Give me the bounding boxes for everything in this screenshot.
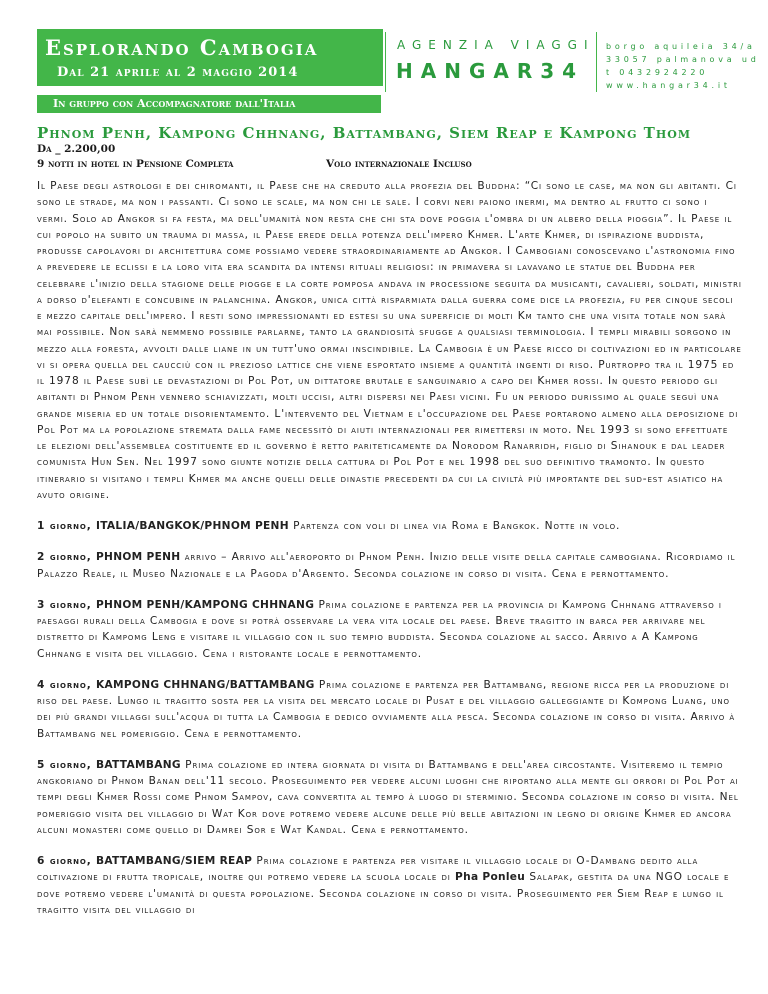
day-heading: PHNOM PENH <box>95 551 181 564</box>
day-heading: ITALIA/BANGKOK/PHNOM PENH <box>95 520 289 532</box>
day-text: arrivo – Arrivo all'aeroporto di Phnom Penh. Inizio delle visite della capitale cambogiana. Ricordiamo il Palazzo Reale, il Museo Nazionale e la Pagoda d'Argento. Seconda colazione in corso di visita. Cena e pernottamento. <box>37 551 736 580</box>
banner-dates: Dal 21 aprile al 2 maggio 2014 <box>57 65 299 80</box>
day-text: Prima colazione e partenza per Battambang, regione ricca per la produzione di riso del paese. Lungo il tragitto sosta per la visita del mercato locale di Pusat e del villaggio galleggiante di Kompong Luang, uno dei più grandi villaggi sull'acqua di tutta la Cambogia e dedico ovviamente alla pesca. Seconda colazione in corso di visita. Arrivo à Battambang nel pomeriggio. Cena e pernottamento. <box>37 678 736 740</box>
day-number: 5 giorno, <box>37 758 92 771</box>
school-name: Pha Ponleu <box>455 871 526 884</box>
itinerary-content <box>37 178 742 933</box>
day-text: Prima colazione ed intera giornata di visita di Battambang e dell'area circostante. Visiteremo il tempio angkoriano di Phnom Banan dell'11 secolo. Proseguimento per vedere alcuni luoghi che riportano alla mente gli orrori di Pol Pot ai tempi degli Khmer Rossi come Phnom Sampov, cava convertita al tempo à luogo di sterminio. Seconda colazione in corso di visita. Nel pomeriggio visita del villaggio di Wat Kor dove potremo vedere alcune delle più belle abitazioni in legno di origine Khmer ed ancora alcuni monasteri come quello di Damrei Sor e Wat Kandal. Cena e pernottamento. <box>37 758 739 836</box>
day-item <box>37 597 742 662</box>
website-link[interactable]: www.hangar34.it <box>606 81 731 90</box>
divider-line <box>385 32 386 92</box>
agency-label: AGENZIA VIAGGI <box>397 38 595 52</box>
route-title: Phnom Penh, Kampong Chhnang, Battambang, Siem Reap e Kampong Thom <box>37 124 691 142</box>
nights-info: 9 notti in hotel in Pensione Completa <box>37 158 234 170</box>
title-banner <box>37 29 383 86</box>
flight-info: Volo internazionale Incluso <box>326 158 472 170</box>
day-item <box>37 757 742 838</box>
day-item <box>37 677 742 742</box>
day-number: 2 giorno, <box>37 551 92 564</box>
day-item <box>37 549 742 582</box>
day-number: 3 giorno, <box>37 598 92 611</box>
day-number: 6 giorno, <box>37 855 92 867</box>
day-text: Prima colazione e partenza per visitare il villaggio locale di O-Dambang dedito alla coltivazione di frutta tropicale, inoltre qui potremo vedere la scuola locale di <box>37 855 699 884</box>
day-number: 1 giorno, <box>37 520 92 532</box>
intro-paragraph: Il Paese degli astrologi e dei chiromanti, il Paese che ha creduto alla profezia del Buddha: “Ci sono le case, ma non gli abitanti. Ci sono le strade, ma non i passanti. Ci sono le scale, ma non chi le sale. I corvi neri paiono inermi, ma dentro al frutto ci sono i vermi. Solo ad Angkor si fa festa, ma dell'umanità non resta che chi sta dove poggia l'ombra di un albero della pioggia”. Il Paese il cui popolo ha subito un trauma di massa, il Paese erede della potenza dell'impero Khmer. L'arte Khmer, di ispirazione buddista, produsse capolavori di architettura come possiamo vedere straordinariamente ad Angkor. I Cambogiani conoscevano l'astronomia fino a prevedere le eclissi e la loro vita era scandita da intensi rituali religiosi: in primavera si lavavano le statue del Buddha per celebrare l'inizio della stagione delle piogge e la corte pomposa andava in processione seguita da musicanti, cavalieri, soldati, ministri a dorso d'elefanti e concubine in palanchina. Angkor, unica città risparmiata dalla guerra come dice la profezia, fu per cinque secoli e mezzo capitale dell'impero. I resti sono impressionanti ed estesi su una superficie di molti Km tanto che una visita totale non sarà mai possibile. Non sarà nemmeno possibile parlarne, tanto la grandiosità sfugge a qualsiasi terminologia. I templi mirabili sorgono in mezzo alla foresta, avvolti dalle liane in un tutt'uno ormai inscindibile. La Cambogia è un Paese ricco di coltivazioni ed in particolare vi si opera quella del caucciù con il prezioso lattice che viene esportato insieme a quantità ingenti di riso. Purtroppo tra il 1975 ed il 1978 il Paese subì le devastazioni di Pol Pot, un dittatore brutale e sanguinario a capo dei Khmer rossi. In questo periodo gli abitanti di Phnom Penh vennero schiavizzati, molti uccisi, altri dispersi nei Paesi vicini. Fu un periodo durissimo al quale seguì una grande miseria ed un totale disorientamento. L'intervento del Vietnam e l'occupazione del Paese portarono almeno alla deposizione di Pol Pot ma la popolazione stremata dalla fame necessitò di aiuti internazionali per rimettersi in moto. Nel 1993 si sono effettuate le elezioni dell'assemblea costituente ed il governo è retto pariteticamente da Norodom Ranarridh, figlio di Sihanouk e dal leader comunista Hun Sen. Nel 1997 sono giunte notizie della cattura di Pol Pot e nel 1998 del suo definitivo tramonto. In questo itinerario si visitano i templi Khmer ma anche quelli delle dinastie precedenti da cui la civiltà più importante del sud-est asiatico ha avuto origine. <box>37 180 742 501</box>
price: Da _ 2.200,00 <box>37 143 116 155</box>
address-line: 33057 palmanova ud <box>606 55 760 64</box>
day-heading: PHNOM PENH/KAMPONG CHHNANG <box>95 598 315 611</box>
day-heading: BATTAMBANG/SIEM REAP <box>95 855 253 867</box>
day-text: Partenza con voli di linea via Roma e Bangkok. Notte in volo. <box>293 520 621 532</box>
day-number: 4 giorno, <box>37 678 92 691</box>
day-item <box>37 853 742 918</box>
divider-line <box>596 32 597 92</box>
address-line: borgo aquileia 34/a <box>606 42 756 51</box>
day-text: Salapak, gestita da una NGO locale e dove potremo vedere l'umanità di questa popolazione. Seconda colazione in corso di visita. Proseguimento per Siem Reap e lungo il tragitto visita del villaggio di <box>37 871 730 916</box>
banner-title: Esplorando Cambogia <box>45 35 319 60</box>
day-text: Prima colazione e partenza per la provincia di Kampong Chhnang attraverso i paesaggi rurali della Cambogia e dove si potrà osservare la vera vita locale del paese. Breve tragitto in barca per arrivare nel distretto di Kampomg Leng e visitare il villaggio con il suo tempio buddista. Seconda colazione al sacco. Arrivo a A Kampong Chhnang e visita del villaggio. Cena i ristorante locale e pernottamento. <box>37 598 722 660</box>
phone-line: t 0432924220 <box>606 68 709 77</box>
day-item <box>37 518 742 534</box>
agency-name: HANGAR34 <box>396 59 585 83</box>
day-heading: KAMPONG CHHNANG/BATTAMBANG <box>95 678 315 691</box>
group-note: In gruppo con Accompagnatore dall'Italia <box>37 95 381 113</box>
agency-address <box>606 40 760 92</box>
day-heading: BATTAMBANG <box>95 758 181 771</box>
